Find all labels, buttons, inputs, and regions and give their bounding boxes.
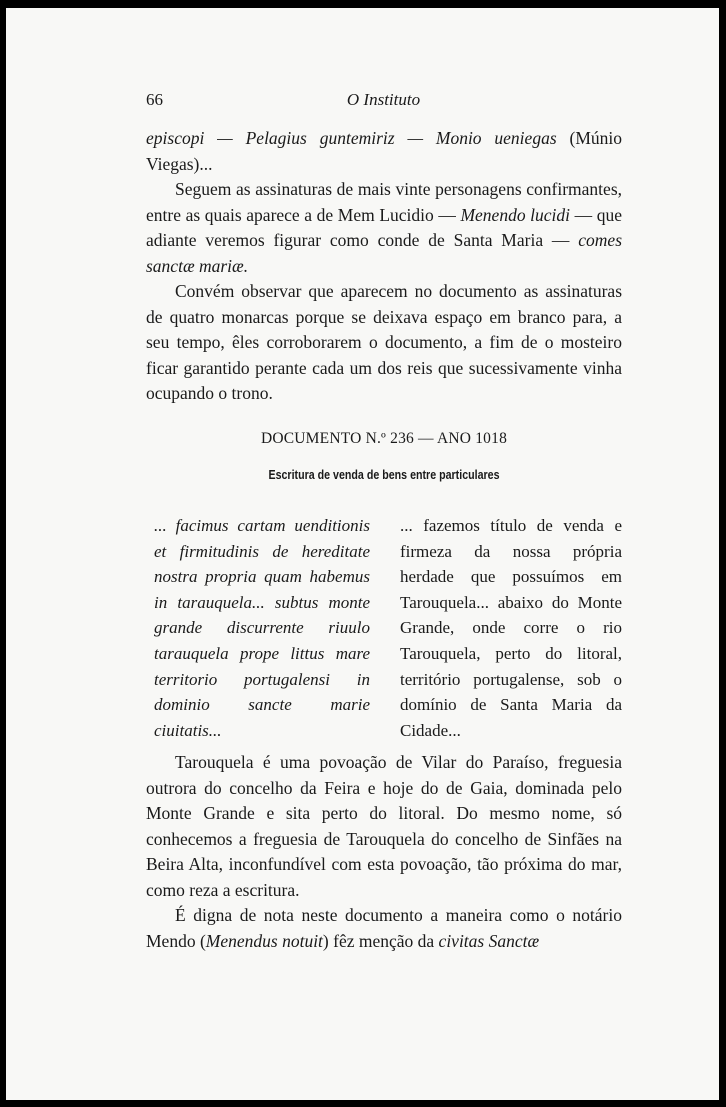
page-number: 66	[146, 90, 163, 109]
intro-paragraph-2: Seguem as assinaturas de mais vinte personagens confirmantes, entre as quais aparece a de Mem Lucidio — Menendo lucidi — que adiante veremos figurar como conde de Santa Maria — comes sanctæ mariæ.	[146, 179, 622, 276]
intro-text	[146, 126, 622, 407]
book-page	[6, 8, 719, 1100]
latin-text: ... facimus cartam uenditionis et firmitudinis de hereditate nostra propria quam habemus in tarauquela... subtus monte grande discurrente riuulo tarauquela prope littus mare territorio portugalensi in dominio sancte marie ciuitatis...	[154, 516, 370, 740]
portuguese-column	[400, 513, 622, 743]
document-subheading: Escritura de venda de bens entre particulares	[268, 467, 500, 482]
closing-paragraph-2: É digna de nota neste documento a maneira como o notário Mendo (Menendus notuit) fêz menção da civitas Sanctæ	[146, 905, 622, 951]
intro-paragraph-3: Convém observar que aparecem no documento as assinaturas de quatro monarcas porque se deixava espaço em branco para, a seu tempo, êles corroborarem o documento, a fim de o mosteiro ficar garantido perante cada um dos reis que sucessivamente vinha ocupando o trono.	[146, 281, 622, 403]
page-header	[146, 90, 621, 112]
closing-paragraph-1: Tarouquela é uma povoação de Vilar do Paraíso, freguesia outrora do concelho da Feira e hoje do de Gaia, dominada pelo Monte Grande e sita perto do litoral. Do mesmo nome, só conhecemos a freguesia de Tarouquela do concelho de Sinfães na Beira Alta, inconfundível com esta povoação, tão próxima do mar, como reza a escritura.	[146, 752, 622, 900]
latin-signatures: episcopi — Pelagius guntemiriz — Monio ueniegas	[146, 128, 557, 148]
document-heading: DOCUMENTO N.º 236 — ANO 1018	[260, 430, 508, 447]
latin-column	[154, 513, 370, 743]
running-title: O Instituto	[346, 90, 421, 109]
intro-paragraph-1: episcopi — Pelagius guntemiriz — Monio ueniegas (Múnio Viegas)...	[146, 128, 622, 174]
portuguese-text: ... fazemos título de venda e firmeza da nossa própria herdade que possuímos em Tarouquela... abaixo do Monte Grande, onde corre o rio Tarouquela, perto do litoral, território portugalense, sob o domínio de Santa Maria da Cidade...	[400, 516, 622, 740]
closing-text	[146, 750, 622, 954]
